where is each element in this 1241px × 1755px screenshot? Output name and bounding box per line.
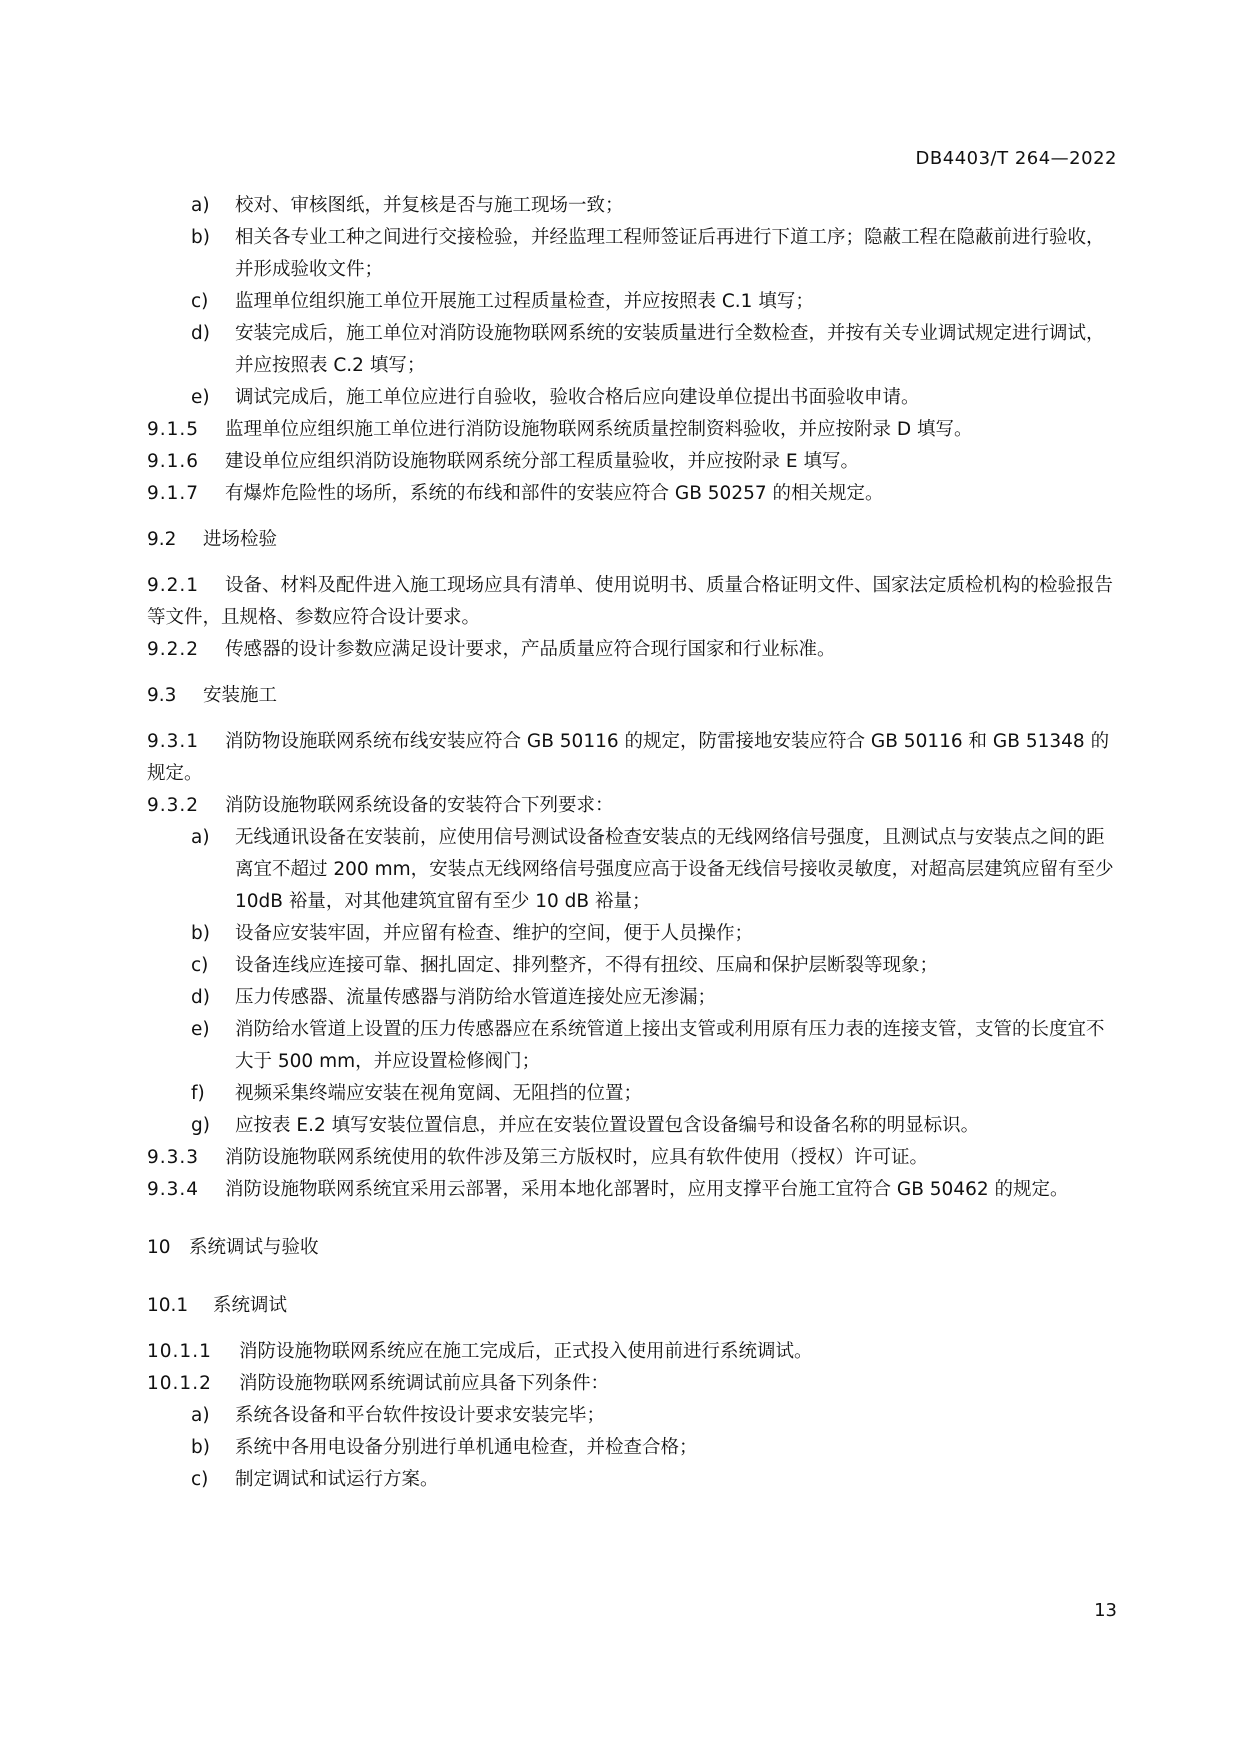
- item-text: 系统中各用电设备分别进行单机通电检查，并检查合格；: [235, 1437, 698, 1458]
- page-number: 13: [1094, 1600, 1117, 1621]
- list-item: [147, 1110, 1117, 1142]
- clause-number: 10.1.2: [147, 1373, 212, 1394]
- list-item: [147, 1400, 1117, 1432]
- clause-number: 9.1.7: [147, 483, 200, 504]
- list-item: [147, 918, 1117, 950]
- clause-text: 消防设施物联网系统设备的安装符合下列要求：: [225, 795, 614, 816]
- item-mark: c): [191, 291, 209, 312]
- clause-9-3-4: [147, 1174, 1117, 1206]
- item-mark: a): [191, 1405, 210, 1426]
- item-mark: a): [191, 827, 210, 848]
- item-text: 消防给水管道上设置的压力传感器应在系统管道上接出支管或利用原有压力表的连接支管，支管的长度宜不大于 500 mm，并应设置检修阀门；: [235, 1019, 1105, 1072]
- item-text: 设备应安装牢固，并应留有检查、维护的空间，便于人员操作；: [235, 923, 754, 944]
- clause-9-3-1: [147, 726, 1117, 790]
- list-item: [147, 190, 1117, 222]
- clause-9-1-5: [147, 414, 1117, 446]
- clause-number: 9.1.6: [147, 451, 200, 472]
- section-title: 系统调试: [213, 1295, 288, 1316]
- list-item: [147, 318, 1117, 382]
- clause-text: 监理单位应组织施工单位进行消防设施物联网系统质量控制资料验收，并应按附录 D 填写。: [225, 419, 973, 440]
- clause-text: 消防设施物联网系统应在施工完成后，正式投入使用前进行系统调试。: [239, 1341, 813, 1362]
- section-title: 进场检验: [203, 529, 278, 550]
- clause-text: 有爆炸危险性的场所，系统的布线和部件的安装应符合 GB 50257 的相关规定。: [225, 483, 884, 504]
- list-item: [147, 286, 1117, 318]
- clause-text: 设备、材料及配件进入施工现场应具有清单、使用说明书、质量合格证明文件、国家法定质检机构的检验报告等文件，且规格、参数应符合设计要求。: [147, 575, 1114, 628]
- item-mark: e): [191, 387, 210, 408]
- section-number: 9.2: [147, 529, 177, 550]
- item-text: 安装完成后，施工单位对消防设施物联网系统的安装质量进行全数检查，并按有关专业调试规定进行调试，并应按照表 C.2 填写；: [235, 323, 1105, 376]
- clause-9-3-3: [147, 1142, 1117, 1174]
- list-item: [147, 1014, 1117, 1078]
- list-item: [147, 822, 1117, 918]
- list-item: [147, 222, 1117, 286]
- chapter-title: 系统调试与验收: [189, 1237, 319, 1258]
- clause-text: 传感器的设计参数应满足设计要求，产品质量应符合现行国家和行业标准。: [225, 639, 836, 660]
- clause-number: 10.1.1: [147, 1341, 212, 1362]
- list-item: [147, 1464, 1117, 1496]
- section-heading-9-2: [147, 524, 1117, 556]
- clause-10-1-1: [147, 1336, 1117, 1368]
- page-content: [147, 190, 1117, 1496]
- clause-number: 9.3.2: [147, 795, 200, 816]
- clause-10-1-2: [147, 1368, 1117, 1400]
- item-mark: a): [191, 195, 210, 216]
- list-item: [147, 382, 1117, 414]
- item-text: 系统各设备和平台软件按设计要求安装完毕；: [235, 1405, 606, 1426]
- item-text: 应按表 E.2 填写安装位置信息，并应在安装位置设置包含设备编号和设备名称的明显标识。: [235, 1115, 980, 1136]
- list-9-1-4: [147, 190, 1117, 414]
- clause-number: 9.2.1: [147, 575, 200, 596]
- section-title: 安装施工: [203, 685, 278, 706]
- section-number: 10.1: [147, 1295, 189, 1316]
- item-text: 无线通讯设备在安装前，应使用信号测试设备检查安装点的无线网络信号强度，且测试点与安装点之间的距离宜不超过 200 mm，安装点无线网络信号强度应高于设备无线信号接收灵敏度，对超高层建筑应留有至少 10dB 裕量，对其他建筑宜留有至少 10 dB 裕量；: [235, 827, 1114, 912]
- item-text: 监理单位组织施工单位开展施工过程质量检查，并应按照表 C.1 填写；: [235, 291, 814, 312]
- list-item: [147, 1432, 1117, 1464]
- list-item: [147, 1078, 1117, 1110]
- item-text: 相关各专业工种之间进行交接检验，并经监理工程师签证后再进行下道工序；隐蔽工程在隐蔽前进行验收，并形成验收文件；: [235, 227, 1105, 280]
- clause-number: 9.3.3: [147, 1147, 200, 1168]
- item-mark: e): [191, 1019, 210, 1040]
- item-text: 压力传感器、流量传感器与消防给水管道连接处应无渗漏；: [235, 987, 717, 1008]
- item-mark: f): [191, 1083, 205, 1104]
- item-mark: c): [191, 955, 209, 976]
- list-9-3-2: [147, 822, 1117, 1142]
- list-item: [147, 982, 1117, 1014]
- clause-number: 9.2.2: [147, 639, 200, 660]
- section-heading-10-1: [147, 1290, 1117, 1322]
- item-mark: b): [191, 227, 210, 248]
- clause-number: 9.1.5: [147, 419, 200, 440]
- chapter-number: 10: [147, 1237, 171, 1258]
- clause-number: 9.3.1: [147, 731, 200, 752]
- item-text: 校对、审核图纸，并复核是否与施工现场一致；: [235, 195, 624, 216]
- clause-text: 建设单位应组织消防设施物联网系统分部工程质量验收，并应按附录 E 填写。: [225, 451, 859, 472]
- item-mark: b): [191, 923, 210, 944]
- item-mark: d): [191, 323, 210, 344]
- clause-number: 9.3.4: [147, 1179, 200, 1200]
- item-text: 设备连线应连接可靠、捆扎固定、排列整齐，不得有扭绞、压扁和保护层断裂等现象；: [235, 955, 939, 976]
- section-heading-9-3: [147, 680, 1117, 712]
- item-mark: g): [191, 1115, 210, 1136]
- list-10-1-2: [147, 1400, 1117, 1496]
- clause-9-3-2: [147, 790, 1117, 822]
- item-mark: b): [191, 1437, 210, 1458]
- clause-text: 消防设施物联网系统使用的软件涉及第三方版权时，应具有软件使用（授权）许可证。: [225, 1147, 929, 1168]
- item-mark: c): [191, 1469, 209, 1490]
- item-text: 视频采集终端应安装在视角宽阔、无阻挡的位置；: [235, 1083, 643, 1104]
- clause-text: 消防物设施联网系统布线安装应符合 GB 50116 的规定，防雷接地安装应符合 GB 50116 和 GB 51348 的规定。: [147, 731, 1110, 784]
- clause-9-2-1: [147, 570, 1117, 634]
- clause-9-2-2: [147, 634, 1117, 666]
- clause-9-1-6: [147, 446, 1117, 478]
- item-text: 调试完成后，施工单位应进行自验收，验收合格后应向建设单位提出书面验收申请。: [235, 387, 920, 408]
- clause-9-1-7: [147, 478, 1117, 510]
- section-number: 9.3: [147, 685, 177, 706]
- chapter-heading-10: [147, 1232, 1117, 1264]
- standard-code: DB4403/T 264—2022: [915, 148, 1117, 169]
- clause-text: 消防设施物联网系统宜采用云部署，采用本地化部署时，应用支撑平台施工宜符合 GB 50462 的规定。: [225, 1179, 1069, 1200]
- clause-text: 消防设施物联网系统调试前应具备下列条件：: [239, 1373, 610, 1394]
- list-item: [147, 950, 1117, 982]
- item-text: 制定调试和试运行方案。: [235, 1469, 439, 1490]
- item-mark: d): [191, 987, 210, 1008]
